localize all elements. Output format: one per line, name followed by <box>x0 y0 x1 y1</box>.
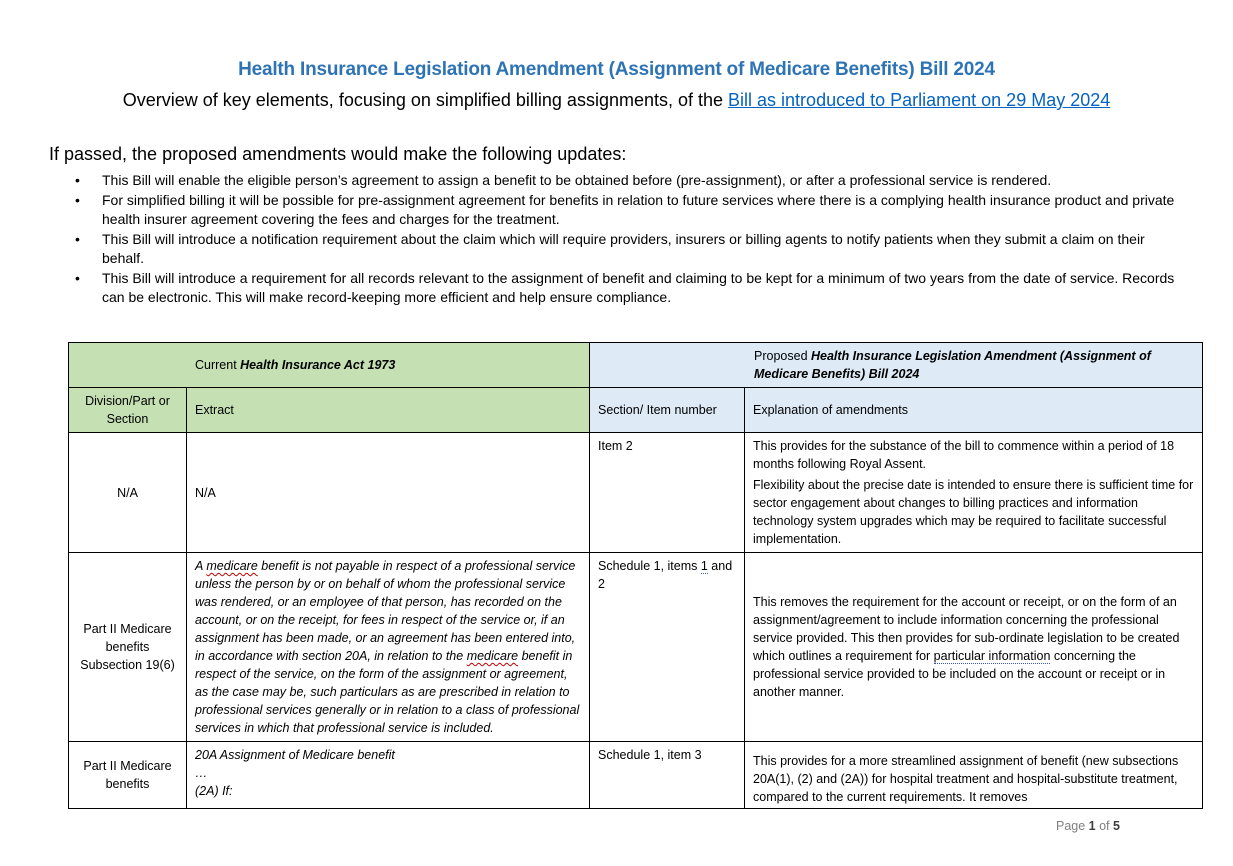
division-cell <box>69 553 187 742</box>
explanation-text: This provides for a more streamlined assignment of benefit (new subsections 20A(1), (2) and (2A)) for hospital treatment and hospital-substitute treatment, compared to the current requirements. It removes <box>753 754 1179 804</box>
updates-list <box>73 171 1183 308</box>
current-act-header <box>69 343 590 388</box>
document-subtitle <box>0 90 1233 111</box>
explanation-paragraph: This provides for the substance of the bill to commence within a period of 18 months following Royal Assent. <box>753 439 1175 471</box>
page-total: 5 <box>1113 819 1120 833</box>
list-item <box>73 269 1183 307</box>
page-label: Page <box>1056 819 1089 833</box>
bullet-icon: • <box>75 270 80 286</box>
explanation-text: concerning the professional service provided to be included on the account or receipt or in another manner. <box>753 649 1166 699</box>
amendments-table <box>68 342 1203 809</box>
page-current: 1 <box>1088 819 1096 833</box>
column-header-row <box>69 388 1203 433</box>
list-item <box>73 230 1183 268</box>
explanation-wrap <box>753 746 1194 804</box>
table-row <box>69 553 1203 742</box>
extract-subsection: (2A) If: <box>195 784 233 798</box>
column-header-division: Division/Part or Section <box>69 388 187 433</box>
column-header-section: Section/ Item number <box>590 388 745 433</box>
document-title: Health Insurance Legislation Amendment (Assignment of Medicare Benefits) Bill 2024 <box>238 59 995 80</box>
page-of-label: of <box>1095 819 1113 833</box>
division-wrap <box>77 746 178 804</box>
current-act-name: Health Insurance Act 1973 <box>240 358 396 372</box>
bullet-text: This Bill will introduce a notification requirement about the claim which will require providers, insurers or billing agents to notify patients when they submit a claim on their behalf. <box>102 231 1145 266</box>
section-text: Schedule 1, items <box>598 559 701 573</box>
division-text: Part II Medicare benefits <box>83 759 172 791</box>
spelling-flag[interactable]: medicare <box>206 559 258 573</box>
page-number <box>1056 819 1120 833</box>
explanation-cell <box>745 553 1203 742</box>
grammar-flag[interactable]: 1 <box>700 559 708 573</box>
section-cell <box>590 742 745 809</box>
bullet-text: For simplified billing it will be possible for pre-assignment agreement for benefits in relation to future services where there is a complying health insurance product and private health insurer agreement covering the fees and charges for the treatment. <box>102 192 1175 227</box>
table-row <box>69 742 1203 809</box>
section-cell <box>590 553 745 742</box>
table-header-row <box>69 343 1203 388</box>
list-item <box>73 171 1183 190</box>
intro-heading: If passed, the proposed amendments would make the following updates: <box>49 144 627 164</box>
division-cell <box>69 742 187 809</box>
bullet-icon: • <box>75 231 80 247</box>
subtitle-text: Overview of key elements, focusing on simplified billing assignments, of the <box>122 90 729 110</box>
explanation-paragraph: Flexibility about the precise date is intended to ensure there is sufficient time for sector engagement about changes to billing practices and information technology system upgrades which may be required to facilitate successful implementation. <box>753 478 1194 546</box>
section-text: Schedule 1, item 3 <box>598 748 702 762</box>
bullet-icon: • <box>75 172 80 188</box>
division-cell: N/A <box>69 433 187 553</box>
section-wrap <box>598 746 736 804</box>
explanation-text: This removes the requirement for the account or receipt, or on the form of an assignment/agreement to include information concerning the professional service provided. This then provides for sub-ordinate legislation to be created which outlines a requirement for <box>753 595 1180 663</box>
extract-heading: 20A Assignment of Medicare benefit <box>195 748 395 762</box>
proposed-bill-header <box>590 343 1203 388</box>
list-item <box>73 191 1183 229</box>
grammar-flag[interactable]: particular information <box>933 649 1051 663</box>
section-cell: Item 2 <box>590 433 745 553</box>
extract-text: benefit is not payable in respect of a professional service unless the person by or on behalf of whom the professional service was rendered, or an employee of that person, has recorded on the account, or on the receipt, for fees in respect of the service or, if an assignment has been made, or an agreement has been entered into, in accordance with section 20A, in relation to the <box>195 559 576 663</box>
extract-cell: N/A <box>187 433 590 553</box>
proposed-prefix: Proposed <box>754 349 811 363</box>
bullet-text: This Bill will enable the eligible person’s agreement to assign a benefit to be obtained before (pre-assignment), or after a professional service is rendered. <box>102 172 1052 188</box>
bullet-icon: • <box>75 192 80 208</box>
table-row <box>69 433 1203 553</box>
proposed-bill-name: Health Insurance Legislation Amendment (Assignment of Medicare Benefits) Bill 2024 <box>754 349 1151 381</box>
explanation-cell <box>745 433 1203 553</box>
extract-wrap <box>195 746 581 804</box>
section-text: and 2 <box>598 559 733 591</box>
extract-cell <box>187 742 590 809</box>
current-prefix: Current <box>195 358 241 372</box>
bullet-text: This Bill will introduce a requirement for all records relevant to the assignment of benefit and claiming to be kept for a minimum of two years from the date of service. Records can be electronic. This will make record-keeping more efficient and help ensure compliance. <box>102 270 1175 305</box>
spelling-flag[interactable]: medicare <box>466 649 519 663</box>
division-subsection: Subsection 19(6) <box>80 658 175 672</box>
bill-link[interactable]: Bill as introduced to Parliament on 29 May 2024 <box>728 90 1111 110</box>
extract-text: benefit in respect of the service, on the form of the assignment or agreement, as the case may be, such particulars as are prescribed in relation to professional services generally or in relation to a class of professional services in which that professional service is included. <box>195 649 580 735</box>
division-part: Part II Medicare benefits <box>83 622 172 654</box>
explanation-cell <box>745 742 1203 809</box>
column-header-extract: Extract <box>187 388 590 433</box>
column-header-explanation: Explanation of amendments <box>745 388 1203 433</box>
extract-text: A <box>195 559 207 573</box>
extract-ellipsis: … <box>195 766 208 780</box>
extract-cell <box>187 553 590 742</box>
